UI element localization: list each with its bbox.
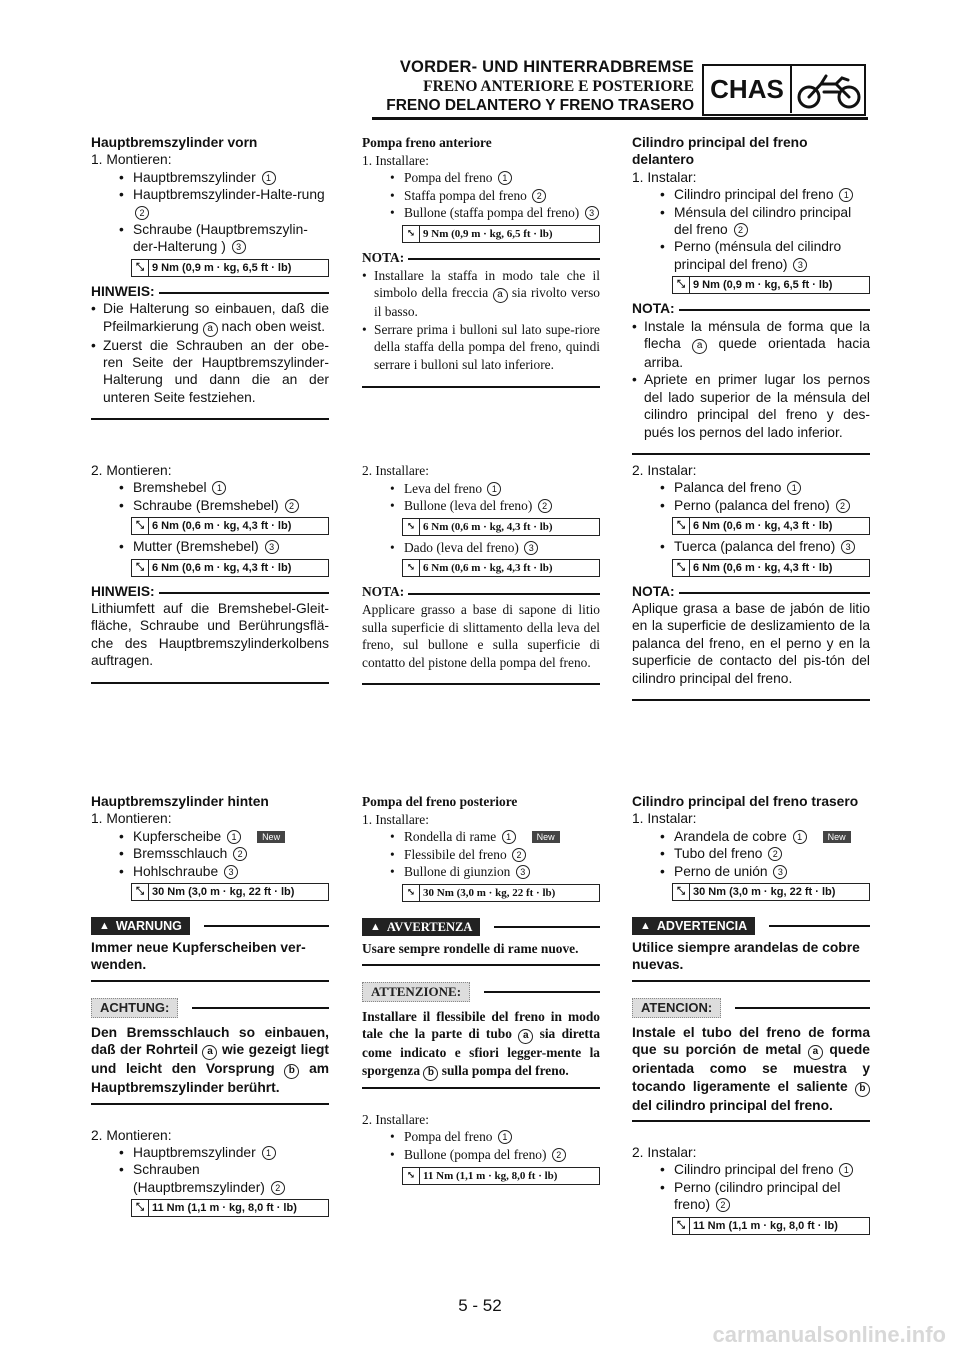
torque-spec: ⤡ 6 Nm (0,6 m · kg, 4,3 ft · lb)	[131, 517, 329, 535]
step-label: 2. Montieren:	[91, 463, 172, 478]
page-header	[386, 58, 694, 115]
header-title-es: FRENO DELANTERO Y FRENO TRASERO	[386, 97, 694, 114]
watermark: carmanualsonline.info	[712, 1322, 946, 1347]
motorcycle-icon	[796, 72, 862, 110]
torque-spec: ⤡ 6 Nm (0,6 m · kg, 4,3 ft · lb)	[131, 559, 329, 577]
section-title: Pompa freno anteriore	[362, 135, 492, 150]
step-label: 1. Montieren:	[91, 152, 172, 168]
torque-wrench-icon: ⤡	[132, 260, 149, 276]
warning-box: ▲ WARNUNG	[91, 917, 329, 935]
callout-a: a	[203, 322, 218, 337]
section-badge	[702, 64, 866, 116]
header-title-it: FRENO ANTERIORE E POSTERIORE	[423, 78, 694, 95]
note-text: Lithiumfett auf die Bremshebel-Gleit-fläche, Schraube und Berührungsflä-che des Hauptbremszylinderkolbens auftragen.	[91, 601, 329, 669]
callout-2: 2	[135, 206, 149, 220]
section-title: Hauptbremszylinder vorn	[91, 135, 258, 150]
callout-3: 3	[232, 240, 246, 254]
list-item: Hauptbremszylinder-Halte-rung	[133, 187, 325, 203]
header-title-de: VORDER- UND HINTERRADBREMSE	[399, 58, 694, 76]
page-number: 5 - 52	[458, 1296, 502, 1315]
warning-icon: ▲	[99, 920, 110, 933]
note-heading: HINWEIS:	[91, 583, 329, 600]
list-item: Schraube (Hauptbremszylin-der-Halterung )	[133, 222, 308, 255]
section-badge-label: CHAS	[704, 66, 792, 113]
new-part-badge: New	[257, 831, 285, 843]
list-item: Hauptbremszylinder	[133, 169, 256, 185]
note-end-rule	[91, 418, 329, 420]
note-heading: HINWEIS:	[91, 283, 329, 300]
caution-box: ACHTUNG:	[91, 998, 329, 1018]
torque-spec: ⤡ 9 Nm (0,9 m · kg, 6,5 ft · lb)	[402, 225, 600, 243]
warning-icon: ▲	[640, 920, 651, 933]
callout-1: 1	[262, 171, 276, 185]
warning-icon: ▲	[370, 920, 381, 933]
torque-spec: ⤡ 9 Nm (0,9 m · kg, 6,5 ft · lb)	[131, 259, 329, 277]
header-rule	[372, 117, 868, 120]
